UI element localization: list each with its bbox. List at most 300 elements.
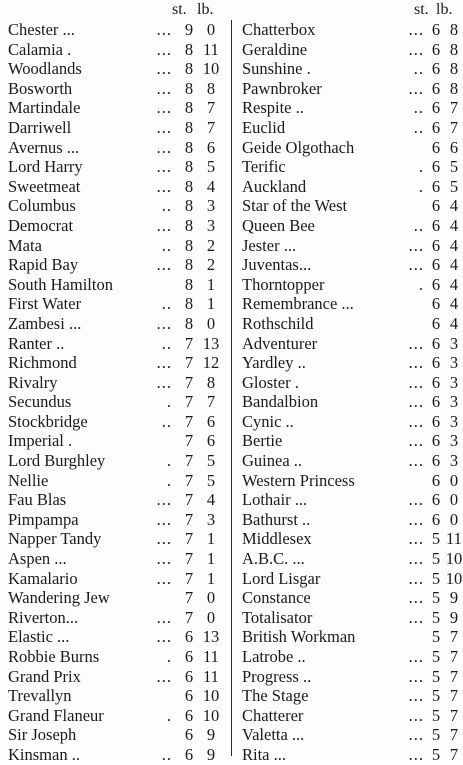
entry-row — [2, 196, 230, 216]
weight-pounds: 5 — [206, 157, 216, 177]
weight-stones: 8 — [184, 255, 194, 275]
entry-row — [236, 412, 461, 432]
entry-row — [2, 686, 230, 706]
entry-row — [2, 40, 230, 60]
weight-stones: 6 — [431, 137, 441, 157]
horse-name: Robbie Burns — [8, 647, 100, 666]
weight-stones: 5 — [431, 588, 441, 608]
horse-name: A.B.C. ... — [242, 549, 305, 569]
weight-stones: 7 — [184, 529, 194, 549]
leader-dots: ... — [156, 39, 172, 59]
weight-stones: 8 — [184, 196, 194, 216]
leader-dots: ... — [408, 372, 424, 392]
weight-pounds: 8 — [449, 78, 459, 98]
horse-name: Riverton... — [8, 607, 79, 627]
weight-stones: 6 — [431, 157, 441, 177]
horse-name: Rita ... — [242, 744, 286, 764]
entry-row — [236, 588, 461, 608]
entry-row — [236, 79, 461, 99]
weight-stones: 5 — [431, 666, 441, 686]
column-divider — [231, 20, 232, 756]
left-column — [2, 0, 230, 765]
weight-pounds: 0 — [206, 20, 216, 39]
entry-row — [236, 314, 461, 334]
weight-pounds: 2 — [206, 235, 216, 255]
leader-dots: ... — [408, 451, 424, 471]
entry-row — [2, 98, 230, 118]
weight-stones: 6 — [431, 333, 441, 353]
weight-stones: 7 — [184, 607, 194, 627]
horse-name: Mata — [8, 235, 42, 255]
leader-dots: ... — [408, 20, 424, 39]
weight-stones: 8 — [184, 59, 194, 79]
weight-pounds: 11 — [203, 39, 219, 59]
horse-name: Bathurst .. — [242, 509, 311, 529]
entry-row — [2, 353, 230, 373]
leader-dots: ... — [408, 744, 424, 764]
weight-pounds: 8 — [206, 78, 216, 98]
leader-dots: ... — [156, 509, 172, 529]
horse-name: Lord Lisgar — [242, 568, 321, 588]
horse-name: Auckland — [242, 176, 307, 196]
leader-dots: .. — [161, 294, 172, 314]
weight-pounds: 8 — [449, 39, 459, 59]
weight-stones: 9 — [184, 20, 194, 39]
leader-dots: ... — [156, 372, 172, 392]
weight-stones: 5 — [431, 568, 441, 588]
horse-name: Richmond — [8, 353, 77, 373]
entry-row — [2, 314, 230, 334]
leader-dots: ... — [156, 666, 172, 686]
entry-row — [236, 431, 461, 451]
horse-name: Chester ... — [8, 20, 75, 39]
leader-dots: ... — [408, 686, 424, 706]
weight-pounds: 5 — [206, 470, 216, 490]
leader-dots: ... — [156, 157, 172, 177]
entry-row — [2, 431, 230, 451]
entry-row — [2, 255, 230, 275]
horse-name: Adventurer — [242, 333, 318, 353]
entry-row — [236, 118, 461, 138]
entry-row — [236, 725, 461, 745]
weight-pounds: 10 — [445, 568, 463, 588]
entry-row — [236, 529, 461, 549]
horse-name: Rothschild — [242, 313, 314, 333]
horse-name: Progress .. — [242, 666, 312, 686]
right-lb-header: lb. — [436, 1, 453, 18]
leader-dots: ... — [156, 59, 172, 79]
weight-pounds: 4 — [449, 215, 459, 235]
weight-pounds: 6 — [206, 431, 216, 451]
weight-stones: 6 — [184, 647, 194, 666]
entry-row — [2, 138, 230, 158]
weight-pounds: 3 — [449, 333, 459, 353]
weight-stones: 5 — [431, 647, 441, 666]
weight-pounds: 0 — [449, 509, 459, 529]
weight-stones: 7 — [184, 549, 194, 569]
leader-dots: ... — [156, 255, 172, 275]
weight-pounds: 4 — [449, 235, 459, 255]
entry-row — [2, 294, 230, 314]
entry-row — [236, 490, 461, 510]
leader-dots: .. — [413, 215, 424, 235]
horse-name: Kinsman .. — [8, 744, 80, 764]
entry-row — [236, 353, 461, 373]
entry-row — [2, 647, 230, 667]
horse-name: Euclid — [242, 117, 286, 137]
weight-pounds: 3 — [449, 372, 459, 392]
horse-name: Darriwell — [8, 117, 72, 137]
leader-dots: . — [418, 274, 424, 294]
weight-pounds: 5 — [449, 176, 459, 196]
weight-stones: 6 — [431, 353, 441, 373]
weight-pounds: 3 — [206, 509, 216, 529]
weight-stones: 6 — [431, 490, 441, 510]
weight-stones: 8 — [184, 313, 194, 333]
entry-row — [2, 667, 230, 687]
entry-row — [236, 236, 461, 256]
weight-pounds: 4 — [449, 294, 459, 314]
weight-pounds: 1 — [206, 274, 216, 294]
leader-dots: ... — [408, 568, 424, 588]
leader-dots: . — [166, 705, 172, 725]
weight-stones: 7 — [184, 411, 194, 431]
weight-pounds: 1 — [206, 549, 216, 569]
horse-name: Wandering Jew — [8, 588, 110, 608]
leader-dots: . — [418, 157, 424, 177]
horse-name: Geraldine — [242, 39, 308, 59]
entry-row — [2, 118, 230, 138]
weight-pounds: 7 — [206, 98, 216, 118]
weight-pounds: 6 — [206, 411, 216, 431]
entry-row — [2, 471, 230, 491]
entry-row — [236, 157, 461, 177]
leader-dots: .. — [161, 333, 172, 353]
weight-stones: 5 — [431, 529, 441, 549]
entry-row — [2, 236, 230, 256]
horse-name: Sweetmeat — [8, 176, 81, 196]
weight-stones: 7 — [184, 392, 194, 412]
leader-dots: ... — [408, 549, 424, 569]
horse-name: Bertie — [242, 431, 283, 451]
horse-name: Star of the West — [242, 196, 348, 216]
entry-row — [2, 451, 230, 471]
leader-dots: ... — [156, 568, 172, 588]
horse-name: Trevallyn — [8, 686, 72, 706]
leader-dots: ... — [408, 529, 424, 549]
weight-pounds: 3 — [449, 431, 459, 451]
entry-row — [236, 686, 461, 706]
entry-row — [2, 275, 230, 295]
weight-stones: 6 — [184, 627, 194, 647]
weight-pounds: 3 — [449, 411, 459, 431]
horse-name: Pawnbroker — [242, 78, 322, 98]
entry-row — [2, 59, 230, 79]
weight-pounds: 7 — [206, 392, 216, 412]
leader-dots: ... — [408, 431, 424, 451]
weight-pounds: 7 — [449, 686, 459, 706]
entry-row — [236, 216, 461, 236]
weight-stones: 7 — [184, 490, 194, 510]
left-lb-header: lb. — [197, 1, 214, 18]
horse-name: Napper Tandy — [8, 529, 102, 549]
weight-stones: 6 — [431, 313, 441, 333]
entry-row — [236, 40, 461, 60]
weight-stones: 8 — [184, 157, 194, 177]
horse-name: Grand Prix — [8, 666, 81, 686]
entry-row — [236, 334, 461, 354]
horse-name: Chatterer — [242, 705, 304, 725]
entry-row — [2, 334, 230, 354]
horse-name: Sir Joseph — [8, 725, 77, 745]
horse-name: Respite .. — [242, 98, 304, 118]
weight-stones: 6 — [431, 39, 441, 59]
entry-row — [236, 98, 461, 118]
leader-dots: . — [166, 470, 172, 490]
weight-stones: 8 — [184, 235, 194, 255]
entry-row — [236, 471, 461, 491]
leader-dots: ... — [408, 490, 424, 510]
horse-name: Pimpampa — [8, 509, 79, 529]
horse-name: Bosworth — [8, 78, 73, 98]
horse-name: Yardley .. — [242, 353, 306, 373]
weight-stones: 7 — [184, 470, 194, 490]
weight-pounds: 0 — [206, 588, 216, 608]
horse-name: Martindale — [8, 98, 81, 118]
horse-name: Lord Burghley — [8, 451, 106, 471]
left-entries — [2, 20, 230, 765]
weight-stones: 6 — [431, 215, 441, 235]
horse-name: Latrobe .. — [242, 647, 306, 666]
horse-name: Fau Blas — [8, 490, 67, 510]
leader-dots: ... — [156, 490, 172, 510]
weight-stones: 7 — [184, 372, 194, 392]
weight-pounds: 1 — [206, 568, 216, 588]
horse-name: Western Princess — [242, 470, 355, 490]
weight-pounds: 0 — [449, 490, 459, 510]
leader-dots: ... — [408, 607, 424, 627]
weight-stones: 6 — [431, 255, 441, 275]
weight-pounds: 4 — [206, 490, 216, 510]
weight-pounds: 4 — [449, 274, 459, 294]
entry-row — [236, 196, 461, 216]
horse-name: Imperial . — [8, 431, 73, 451]
weight-stones: 7 — [184, 431, 194, 451]
weight-pounds: 0 — [206, 607, 216, 627]
weight-stones: 6 — [184, 686, 194, 706]
leader-dots: .. — [413, 59, 424, 79]
weight-stones: 8 — [184, 274, 194, 294]
weight-stones: 6 — [431, 274, 441, 294]
weight-stones: 6 — [431, 431, 441, 451]
horse-name: Juventas... — [242, 255, 312, 275]
entry-row — [2, 745, 230, 765]
weight-stones: 6 — [431, 372, 441, 392]
weight-stones: 6 — [431, 59, 441, 79]
weight-stones: 8 — [184, 39, 194, 59]
leader-dots: ... — [408, 333, 424, 353]
weight-pounds: 7 — [449, 117, 459, 137]
entry-row — [236, 275, 461, 295]
horse-name: Thorntopper — [242, 274, 325, 294]
weight-pounds: 7 — [206, 117, 216, 137]
leader-dots: ... — [156, 78, 172, 98]
horse-name: Bandalbion — [242, 392, 319, 412]
entry-row — [236, 667, 461, 687]
leader-dots: . — [166, 451, 172, 471]
leader-dots: . — [418, 176, 424, 196]
horse-name: Rapid Bay — [8, 255, 79, 275]
weight-stones: 7 — [184, 333, 194, 353]
horse-name: Democrat — [8, 215, 74, 235]
weight-pounds: 11 — [203, 666, 219, 686]
horse-name: British Workman — [242, 627, 356, 647]
weight-stones: 5 — [431, 607, 441, 627]
left-column-header — [2, 0, 230, 20]
weight-pounds: 4 — [449, 313, 459, 333]
leader-dots: .. — [161, 411, 172, 431]
leader-dots: .. — [161, 235, 172, 255]
horse-name: Middlesex — [242, 529, 312, 549]
leader-dots: ... — [408, 647, 424, 666]
weight-pounds: 7 — [449, 98, 459, 118]
horse-name: Elastic ... — [8, 627, 70, 647]
weight-stones: 5 — [431, 744, 441, 764]
weight-stones: 7 — [184, 588, 194, 608]
horse-name: Grand Flaneur — [8, 705, 104, 725]
horse-name: Woodlands — [8, 59, 82, 79]
weight-pounds: 9 — [206, 744, 216, 764]
horse-name: Remembrance ... — [242, 294, 354, 314]
weight-pounds: 10 — [202, 686, 220, 706]
entry-row — [2, 216, 230, 236]
entry-row — [2, 373, 230, 393]
weight-stones: 6 — [184, 666, 194, 686]
weight-stones: 8 — [184, 98, 194, 118]
weight-pounds: 7 — [449, 744, 459, 764]
horse-name: Nellie — [8, 470, 49, 490]
weight-stones: 8 — [184, 176, 194, 196]
weight-stones: 7 — [184, 451, 194, 471]
entry-row — [236, 451, 461, 471]
entry-row — [236, 255, 461, 275]
entry-row — [236, 510, 461, 530]
weight-pounds: 8 — [449, 59, 459, 79]
weight-pounds: 9 — [206, 725, 216, 745]
entry-row — [2, 177, 230, 197]
entry-row — [236, 745, 461, 765]
weight-pounds: 5 — [449, 157, 459, 177]
weight-stones: 6 — [184, 725, 194, 745]
leader-dots: . — [166, 392, 172, 412]
weight-pounds: 8 — [449, 20, 459, 39]
leader-dots: ... — [408, 392, 424, 412]
weight-pounds: 13 — [202, 627, 220, 647]
horse-name: Columbus — [8, 196, 76, 216]
weight-stones: 5 — [431, 686, 441, 706]
weight-stones: 8 — [184, 294, 194, 314]
entry-row — [236, 549, 461, 569]
horse-name: Kamalario — [8, 568, 78, 588]
horse-name: Lord Harry — [8, 157, 83, 177]
horse-name: Guinea .. — [242, 451, 303, 471]
entry-row — [2, 490, 230, 510]
weight-pounds: 6 — [449, 137, 459, 157]
leader-dots: ... — [156, 98, 172, 118]
entry-row — [2, 392, 230, 412]
weight-stones: 6 — [431, 509, 441, 529]
leader-dots: ... — [156, 176, 172, 196]
weight-stones: 8 — [184, 137, 194, 157]
entry-row — [2, 569, 230, 589]
weight-pounds: 3 — [449, 392, 459, 412]
weight-stones: 6 — [184, 744, 194, 764]
horse-name: Jester ... — [242, 235, 297, 255]
entry-row — [236, 373, 461, 393]
right-st-header: st. — [414, 1, 429, 18]
leader-dots: ... — [156, 215, 172, 235]
entry-row — [236, 20, 461, 40]
horse-name: Aspen ... — [8, 549, 67, 569]
weight-pounds: 13 — [202, 333, 220, 353]
weight-stones: 8 — [184, 78, 194, 98]
weight-stones: 6 — [431, 117, 441, 137]
weight-pounds: 10 — [445, 549, 463, 569]
entry-row — [2, 588, 230, 608]
weight-pounds: 9 — [449, 588, 459, 608]
leader-dots: ... — [408, 353, 424, 373]
weight-pounds: 2 — [206, 255, 216, 275]
weight-pounds: 7 — [449, 647, 459, 666]
weight-pounds: 3 — [449, 353, 459, 373]
horse-name: Valetta ... — [242, 725, 305, 745]
leader-dots: ... — [408, 255, 424, 275]
left-st-header: st. — [172, 1, 187, 18]
weight-pounds: 9 — [449, 607, 459, 627]
entry-row — [2, 549, 230, 569]
leader-dots: ... — [156, 529, 172, 549]
horse-name: Calamia . — [8, 39, 72, 59]
weight-pounds: 10 — [202, 705, 220, 725]
leader-dots: ... — [408, 666, 424, 686]
weight-pounds: 1 — [206, 294, 216, 314]
horse-name: First Water — [8, 294, 82, 314]
entry-row — [2, 412, 230, 432]
weight-stones: 8 — [184, 215, 194, 235]
weight-stones: 8 — [184, 117, 194, 137]
horse-name: Queen Bee — [242, 215, 315, 235]
horse-name: Gloster . — [242, 372, 299, 392]
horse-name: Cynic .. — [242, 411, 294, 431]
weight-pounds: 7 — [449, 705, 459, 725]
weight-pounds: 5 — [206, 451, 216, 471]
entry-row — [236, 627, 461, 647]
weight-pounds: 1 — [206, 529, 216, 549]
entry-row — [236, 177, 461, 197]
leader-dots: . — [166, 647, 172, 666]
leader-dots: ... — [408, 725, 424, 745]
horse-name: Sunshine . — [242, 59, 311, 79]
weight-pounds: 7 — [449, 725, 459, 745]
weight-stones: 6 — [431, 294, 441, 314]
weight-pounds: 6 — [206, 137, 216, 157]
leader-dots: .. — [413, 98, 424, 118]
horse-name: Ranter .. — [8, 333, 65, 353]
weight-pounds: 8 — [206, 372, 216, 392]
entry-row — [2, 157, 230, 177]
entry-row — [236, 392, 461, 412]
entry-row — [236, 138, 461, 158]
